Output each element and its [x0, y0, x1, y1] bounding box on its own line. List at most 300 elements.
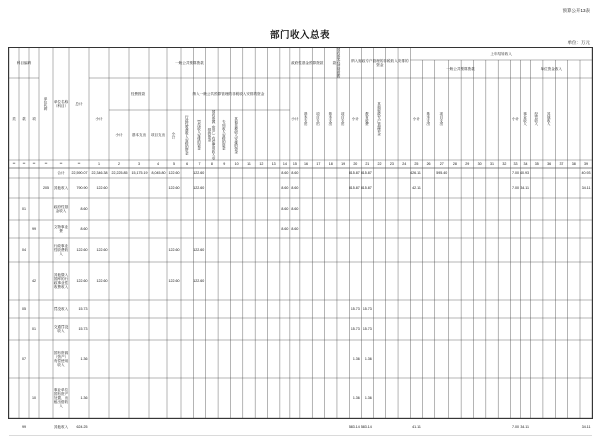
row-value	[206, 178, 218, 198]
row-xiang	[29, 238, 39, 262]
column-number: 37	[559, 161, 564, 166]
row-value	[473, 168, 485, 178]
row-value	[337, 220, 349, 238]
row-lei	[9, 418, 19, 436]
row-value: 7.00	[512, 185, 520, 190]
row-value	[280, 340, 290, 378]
row-value: 7.00	[512, 424, 520, 429]
header-subject-code: 科目编码	[16, 60, 32, 65]
row-code	[39, 168, 53, 178]
row-value	[129, 262, 149, 300]
row-value	[300, 262, 312, 300]
row-value	[300, 168, 312, 178]
row-value: 1.36	[364, 356, 372, 361]
row-value	[193, 418, 205, 436]
row-code	[39, 198, 53, 220]
row-total: 1.36	[80, 395, 88, 400]
row-value	[149, 378, 167, 418]
header-state-capital: 国有资本经营预算拨款	[332, 48, 342, 78]
row-value	[280, 378, 290, 418]
column-number: 19	[341, 161, 346, 166]
header-xiang: 项	[32, 116, 36, 121]
header-in-budget-sub: 其他非税收入安排的资金	[234, 116, 239, 154]
row-value	[373, 318, 385, 340]
row-value	[300, 318, 312, 340]
header-sc-project: 项目支出	[341, 112, 346, 126]
row-code: 205	[43, 185, 49, 190]
row-value	[473, 300, 485, 318]
row-value	[531, 178, 543, 198]
header-last-year: 上年结转收入	[490, 51, 512, 56]
row-value	[435, 238, 449, 262]
row-value	[473, 378, 485, 418]
row-value	[410, 300, 422, 318]
column-number: 32	[502, 161, 507, 166]
row-value	[498, 378, 510, 418]
column-number: 10	[234, 161, 239, 166]
row-value	[543, 238, 555, 262]
row-value	[373, 378, 385, 418]
row-value	[312, 340, 324, 378]
row-value	[580, 220, 592, 238]
row-value	[521, 198, 531, 220]
row-value	[449, 220, 461, 238]
row-value: 122.60	[168, 247, 180, 252]
header-fiscal-special: 纳入财政专户管理的非税收入安排的资金	[351, 58, 409, 67]
row-value	[386, 318, 398, 340]
row-value	[89, 418, 109, 436]
row-value	[312, 318, 324, 340]
row-value	[167, 318, 181, 340]
row-value: 1.36	[364, 395, 372, 400]
row-value	[349, 238, 361, 262]
row-value	[181, 178, 193, 198]
header-ly-sub: 小计	[412, 116, 420, 121]
row-value	[568, 168, 580, 178]
row-value	[521, 300, 531, 318]
row-value	[461, 198, 473, 220]
row-value	[268, 220, 280, 238]
row-value	[449, 262, 461, 300]
row-value	[280, 318, 290, 340]
column-number: 1	[98, 161, 100, 166]
row-value	[230, 220, 242, 238]
row-total: 15.73	[78, 326, 88, 331]
row-value	[290, 418, 300, 436]
row-value	[498, 198, 510, 220]
row-code	[39, 418, 53, 436]
row-name: 事业单位国有资产处置、出租出借收入	[53, 387, 69, 409]
row-value	[435, 418, 449, 436]
row-value	[449, 198, 461, 220]
header-in-budget-sub	[243, 110, 255, 160]
row-value	[435, 378, 449, 418]
row-value	[149, 220, 167, 238]
row-value	[498, 168, 510, 178]
row-value: 122.60	[193, 278, 205, 283]
column-number: 31	[490, 161, 494, 166]
row-value	[218, 262, 230, 300]
row-value	[300, 178, 312, 198]
row-kuan	[19, 178, 29, 198]
row-code	[39, 340, 53, 378]
row-value: 122.60	[193, 185, 205, 190]
row-value	[410, 238, 422, 262]
row-value	[218, 168, 230, 178]
row-value	[473, 238, 485, 262]
header-sc-basic: 基本支出	[328, 112, 333, 126]
row-value	[580, 378, 592, 418]
row-total: 624.25	[76, 424, 88, 429]
column-number: 4	[157, 161, 159, 166]
column-number: 22	[377, 161, 382, 166]
row-value	[325, 220, 337, 238]
row-value	[435, 220, 449, 238]
row-value	[422, 178, 434, 198]
row-value	[167, 220, 181, 238]
row-value	[461, 178, 473, 198]
row-value	[325, 340, 337, 378]
header-ly-sub	[473, 78, 485, 160]
row-value	[410, 378, 422, 418]
column-number: 38	[571, 161, 576, 166]
page-title: 部门收入总表	[269, 30, 330, 41]
row-value: 122.60	[168, 278, 180, 283]
row-value	[149, 300, 167, 318]
row-value	[129, 220, 149, 238]
row-value	[268, 318, 280, 340]
row-value	[337, 168, 349, 178]
row-value: 15.73	[362, 306, 372, 311]
row-total: 8.60	[80, 206, 88, 211]
row-value	[290, 238, 300, 262]
row-value	[435, 318, 449, 340]
header-gb-subtotal: 小计	[95, 116, 103, 121]
row-value	[337, 318, 349, 340]
row-value	[398, 220, 410, 238]
header-ly-sub: 基本支出	[426, 112, 431, 126]
row-value	[422, 168, 434, 178]
row-value: 8.60	[281, 170, 289, 175]
row-value	[398, 262, 410, 300]
column-number: 34	[523, 161, 528, 166]
row-value: 8.60	[291, 206, 299, 211]
row-value: 815.87	[360, 185, 372, 190]
row-value	[337, 198, 349, 220]
header-ly-sub: 其他收入	[547, 112, 552, 126]
row-value	[181, 300, 193, 318]
row-value	[568, 418, 580, 436]
row-kuan	[19, 378, 29, 418]
row-value	[410, 220, 422, 238]
column-number: 5	[173, 161, 175, 166]
row-value	[422, 378, 434, 418]
row-value	[568, 238, 580, 262]
column-number: 16	[304, 161, 309, 166]
row-value	[167, 198, 181, 220]
row-value	[473, 340, 485, 378]
row-value	[149, 262, 167, 300]
row-value	[268, 238, 280, 262]
row-value	[568, 300, 580, 318]
row-value: 34.11	[581, 424, 591, 429]
row-value	[280, 238, 290, 262]
row-value	[511, 300, 521, 318]
row-value	[129, 378, 149, 418]
row-value	[580, 262, 592, 300]
row-value	[398, 198, 410, 220]
row-value	[193, 378, 205, 418]
row-value	[325, 262, 337, 300]
row-value	[89, 220, 109, 238]
row-value	[181, 168, 193, 178]
row-value	[255, 220, 267, 238]
row-value: 8,045.80	[151, 170, 166, 175]
column-number: 3	[138, 161, 140, 166]
row-value	[337, 418, 349, 436]
row-value: 40.93	[520, 170, 530, 175]
row-value	[435, 300, 449, 318]
column-number: 8	[210, 161, 213, 166]
row-value	[373, 340, 385, 378]
row-value: 1.36	[352, 356, 360, 361]
row-value: 41.11	[412, 424, 421, 429]
row-kuan	[19, 168, 29, 178]
row-value	[568, 318, 580, 340]
row-value	[149, 418, 167, 436]
row-total: 122.60	[76, 247, 88, 252]
row-value	[312, 378, 324, 418]
row-value	[243, 220, 255, 238]
row-value: 122.60	[193, 170, 205, 175]
row-value	[386, 198, 398, 220]
row-value	[149, 178, 167, 198]
row-value	[543, 178, 555, 198]
row-value	[531, 378, 543, 418]
row-value	[521, 378, 531, 418]
column-number: 35	[534, 161, 539, 166]
row-value	[398, 300, 410, 318]
row-value	[435, 178, 449, 198]
row-value	[486, 340, 498, 378]
row-value	[422, 300, 434, 318]
income-table	[8, 47, 593, 429]
column-number: 39	[584, 161, 588, 166]
row-value	[498, 262, 510, 300]
row-value	[230, 340, 242, 378]
header-lei: 类	[12, 116, 16, 121]
row-value	[373, 238, 385, 262]
row-value: 426.11	[410, 170, 421, 175]
row-value	[435, 198, 449, 220]
row-lei	[9, 168, 19, 178]
row-value	[230, 198, 242, 220]
row-value: 122.60	[168, 170, 180, 175]
row-value: 8.60	[281, 185, 289, 190]
row-value	[129, 300, 149, 318]
row-value	[486, 262, 498, 300]
row-value	[568, 220, 580, 238]
row-total: 790.90	[76, 185, 88, 190]
row-value	[511, 238, 521, 262]
row-value	[349, 262, 361, 300]
row-name: 其他收入	[53, 424, 69, 429]
row-code	[39, 300, 53, 318]
row-value	[268, 340, 280, 378]
header-ly-sub: 经营收入	[534, 112, 539, 126]
row-value	[280, 262, 290, 300]
row-value	[109, 238, 129, 262]
row-value	[349, 198, 361, 220]
row-value: 122.60	[193, 247, 205, 252]
row-value	[109, 198, 129, 220]
header-gf-project: 项目支出	[316, 112, 321, 126]
column-number: 27	[439, 161, 444, 166]
row-lei	[9, 178, 19, 198]
row-value	[511, 262, 521, 300]
row-value	[449, 238, 461, 262]
row-value	[580, 340, 592, 378]
row-name: 其他缴入国库的行政事业性收费收入	[53, 272, 69, 290]
row-lei	[9, 220, 19, 238]
row-value	[386, 418, 398, 436]
header-ly-unit: 单位资金收入	[540, 66, 563, 71]
row-value	[109, 220, 129, 238]
column-number: 21	[365, 161, 370, 166]
row-value	[206, 340, 218, 378]
row-value	[268, 378, 280, 418]
row-value: 1.36	[352, 395, 360, 400]
header-ly-sub	[486, 78, 498, 160]
row-value	[461, 168, 473, 178]
row-code	[39, 238, 53, 262]
row-value	[461, 300, 473, 318]
row-value	[543, 300, 555, 318]
row-value	[149, 340, 167, 378]
row-value	[461, 318, 473, 340]
row-value	[325, 178, 337, 198]
row-value	[473, 178, 485, 198]
row-xiang	[29, 300, 39, 318]
row-xiang	[29, 198, 39, 220]
row-value	[449, 418, 461, 436]
header-ly-sub: 项目支出	[439, 112, 444, 126]
row-value	[129, 340, 149, 378]
header-ly-general: 一般公共预算拨款	[446, 66, 475, 71]
row-value	[193, 300, 205, 318]
row-value	[268, 300, 280, 318]
column-number: 25	[414, 161, 419, 166]
row-value	[449, 178, 461, 198]
row-value: 15.73	[362, 326, 372, 331]
row-lei	[9, 340, 19, 378]
row-lei	[9, 262, 19, 300]
row-value	[218, 340, 230, 378]
row-code	[39, 262, 53, 300]
row-value	[543, 198, 555, 220]
header-in-budget-sub	[268, 110, 280, 160]
row-value	[361, 198, 373, 220]
row-value	[498, 300, 510, 318]
row-value	[109, 418, 129, 436]
row-value: 34.11	[520, 185, 530, 190]
row-value	[568, 378, 580, 418]
row-value	[386, 340, 398, 378]
row-value	[511, 378, 521, 418]
row-value	[243, 300, 255, 318]
row-value	[167, 418, 181, 436]
column-number: 36	[547, 161, 552, 166]
row-value	[398, 378, 410, 418]
row-code	[39, 378, 53, 418]
row-value	[373, 178, 385, 198]
row-value	[422, 418, 434, 436]
row-value	[555, 418, 567, 436]
row-value: 34.11	[581, 185, 591, 190]
row-value	[543, 262, 555, 300]
row-value	[449, 318, 461, 340]
row-value	[290, 300, 300, 318]
row-lei	[9, 238, 19, 262]
row-value	[109, 178, 129, 198]
row-value	[129, 238, 149, 262]
header-subject-name: 单位名称（科目）	[53, 99, 69, 108]
row-value	[206, 418, 218, 436]
column-number: **	[59, 161, 63, 166]
header-gf-subtotal: 小计	[291, 116, 299, 121]
row-value	[486, 198, 498, 220]
row-value	[461, 340, 473, 378]
column-number: 2	[118, 161, 120, 166]
row-value	[580, 198, 592, 220]
row-value	[531, 220, 543, 238]
header-in-budget-sub: 行政性收费收入安排的资金	[185, 115, 190, 155]
row-value	[486, 178, 498, 198]
row-value	[435, 340, 449, 378]
row-value	[89, 318, 109, 340]
row-value	[255, 340, 267, 378]
row-value	[312, 262, 324, 300]
row-value	[312, 418, 324, 436]
row-value	[555, 300, 567, 318]
row-value	[243, 418, 255, 436]
column-number: 7	[198, 161, 201, 166]
row-value: 122.60	[96, 278, 108, 283]
header-edu-fee: 教育收费	[365, 112, 370, 126]
row-value: 34.11	[520, 424, 530, 429]
row-value	[473, 318, 485, 340]
row-value	[410, 198, 422, 220]
row-value	[255, 238, 267, 262]
row-value	[129, 178, 149, 198]
row-lei	[9, 378, 19, 418]
row-value	[531, 418, 543, 436]
row-kuan	[19, 318, 29, 340]
column-number: **	[12, 161, 16, 166]
row-value	[300, 378, 312, 418]
row-value	[268, 198, 280, 220]
row-value	[511, 340, 521, 378]
row-name: 行政事业性收费收入	[53, 243, 69, 257]
row-value	[255, 178, 267, 198]
row-value	[461, 238, 473, 262]
row-value: 42.11	[412, 185, 421, 190]
row-xiang: 42	[32, 278, 36, 283]
column-number: **	[32, 161, 36, 166]
row-value	[410, 318, 422, 340]
row-value	[486, 418, 498, 436]
row-value	[337, 238, 349, 262]
